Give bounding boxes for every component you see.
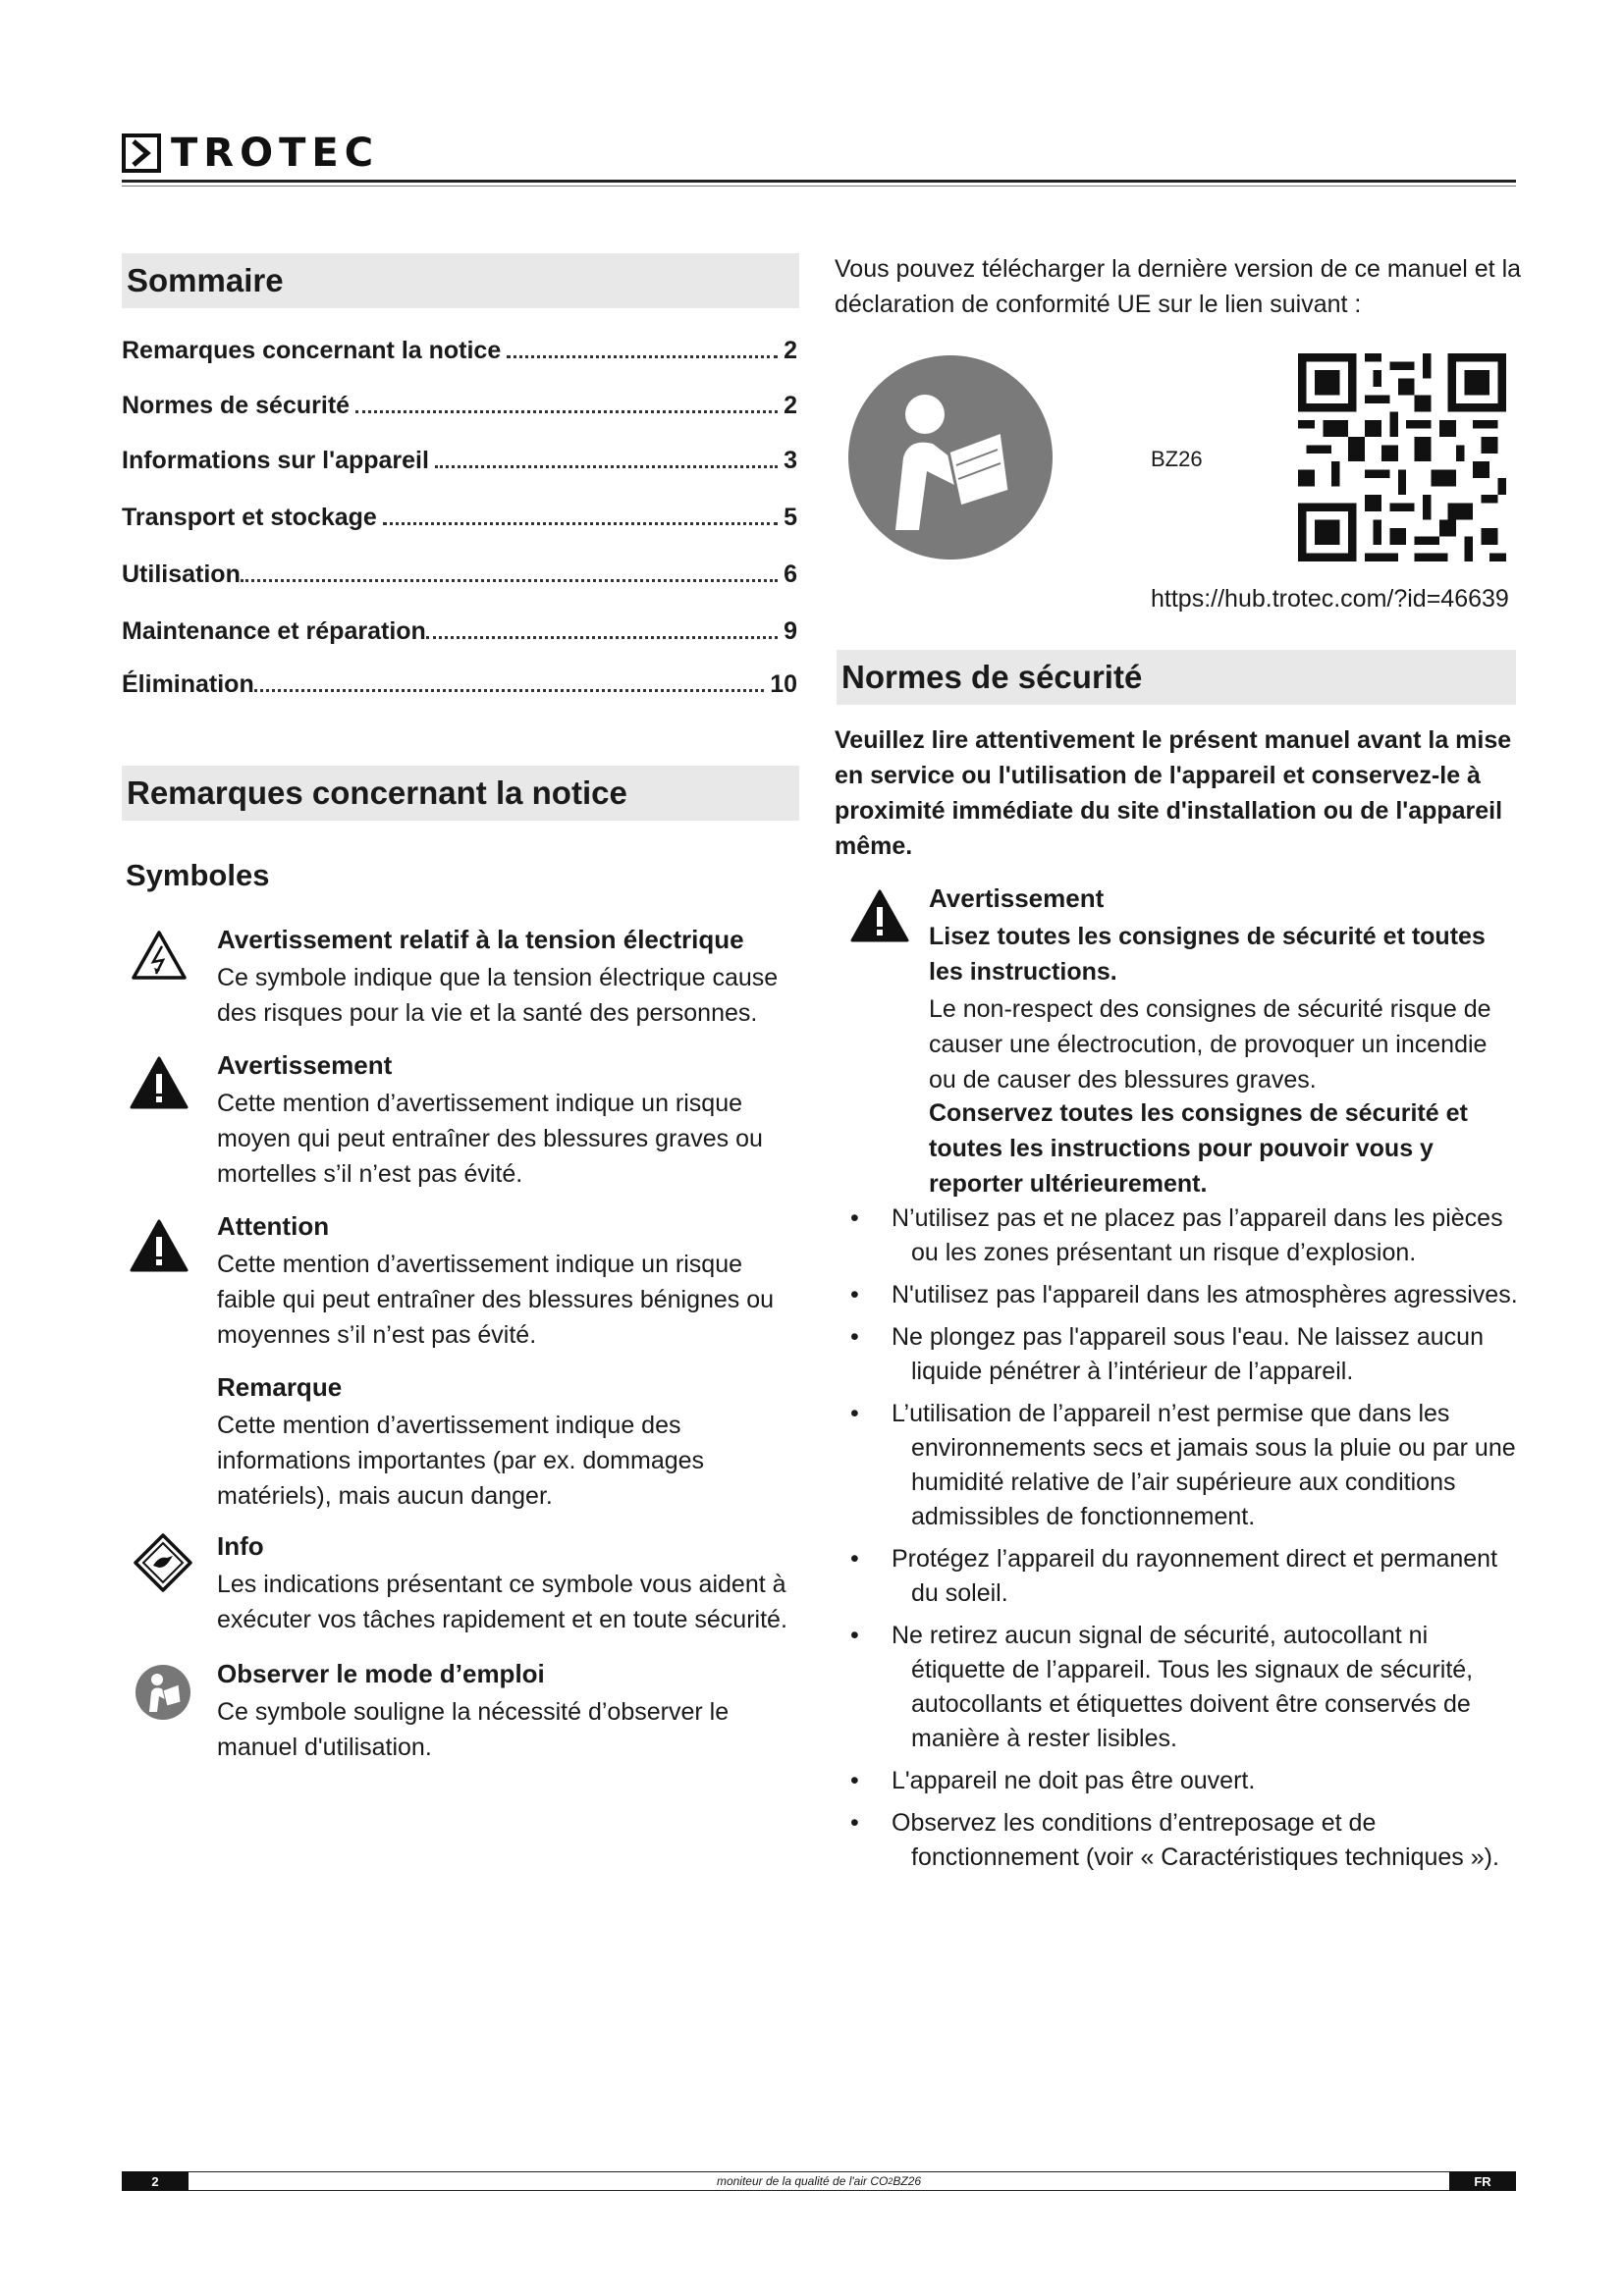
page-number: 2 [122, 2171, 189, 2191]
brand-logo [122, 132, 379, 175]
safety-warning-keep: Conservez toutes les consignes de sécurité et toutes les instructions pour pouvoir vous y reporter ultérieurement. [929, 1099, 1468, 1198]
header-rule-thin [122, 186, 1516, 187]
toc-item[interactable]: Normes de sécurité 2 [122, 392, 797, 419]
electric-warning-icon [130, 927, 189, 990]
symbol-description: Cette mention d’avertissement indique des informations importantes (par ex. dommages matériels), mais aucun danger. [217, 1412, 705, 1510]
read-manual-icon [134, 1663, 192, 1727]
read-manual-large-icon [846, 353, 1055, 566]
qr-code[interactable] [1298, 353, 1506, 566]
list-item: • N’utilisez pas et ne placez pas l’appareil dans les pièces ou les zones présentant un risque d’explosion. [850, 1204, 1503, 1266]
brand-name: TROTEC [171, 131, 380, 176]
symbol-title: Attention [217, 1211, 330, 1241]
toc-item[interactable]: Élimination 10 [122, 670, 797, 698]
symbol-title: Avertissement [217, 1050, 393, 1080]
list-item: • Ne plongez pas l'appareil sous l'eau. Ne laissez aucun liquide pénétrer à l’intérieur de l’appareil. [850, 1323, 1484, 1385]
symbol-description: Ce symbole indique que la tension électrique cause des risques pour la vie et la santé des personnes. [217, 964, 779, 1027]
safety-warning-read: Lisez toutes les consignes de sécurité et toutes les instructions. [929, 923, 1486, 986]
symbols-title: Symboles [126, 858, 270, 892]
safety-intro: Veuillez lire attentivement le présent manuel avant la mise en service ou l'utilisation de l'appareil et conservez-le à proximité immédiate du site d'installation ou de l'appareil même. [835, 726, 1512, 860]
list-item: • L'appareil ne doit pas être ouvert. [850, 1767, 1256, 1794]
download-text: Vous pouvez télécharger la dernière version de ce manuel et la déclaration de conformité UE sur le lien suivant : [835, 255, 1522, 318]
info-icon [134, 1533, 192, 1597]
list-item: • Observez les conditions d’entreposage et de fonctionnement (voir « Caractéristiques techniques »). [850, 1809, 1499, 1871]
notice-section-title: Remarques concernant la notice [122, 766, 799, 821]
list-item: • L’utilisation de l’appareil n’est permise que dans les environnements secs et jamais sous la pluie ou par une humidité relative de l’air supérieure aux conditions admissibles de fonctionnement. [850, 1400, 1516, 1530]
download-url-link[interactable]: https://hub.trotec.com/?id=46639 [1151, 585, 1509, 613]
symbol-title: Info [217, 1531, 264, 1561]
toc-item[interactable]: Informations sur l'appareil 3 [122, 447, 797, 474]
symbol-description: Ce symbole souligne la nécessité d’observer le manuel d'utilisation. [217, 1698, 730, 1761]
warning-icon [850, 887, 909, 951]
model-label: BZ26 [1151, 447, 1203, 471]
caution-icon [130, 1217, 189, 1281]
safety-section-title: Normes de sécurité [837, 650, 1516, 705]
symbol-description: Les indications présentant ce symbole vous aident à exécuter vos tâches rapidement et en toute sécurité. [217, 1571, 787, 1633]
safety-bullet-list [846, 1201, 1524, 1883]
warning-icon [130, 1054, 189, 1118]
symbol-title: Remarque [217, 1372, 343, 1402]
header-rule [122, 180, 1516, 183]
symbol-description: Cette mention d’avertissement indique un risque faible qui peut entraîner des blessures bénignes ou moyennes s’il n’est pas évité. [217, 1251, 775, 1349]
toc-item[interactable]: Maintenance et réparation 9 [122, 617, 797, 645]
symbol-description: Cette mention d’avertissement indique un risque moyen qui peut entraîner des blessures graves ou mortelles s’il n’est pas évité. [217, 1090, 763, 1188]
trotec-logo-icon [122, 133, 161, 173]
footer-document-title: moniteur de la qualité de l'air CO 2 BZ26 [716, 2174, 922, 2188]
language-code: FR [1449, 2171, 1516, 2191]
symbol-title: Observer le mode d’emploi [217, 1659, 545, 1688]
list-item: • Protégez l’appareil du rayonnement direct et permanent du soleil. [850, 1545, 1498, 1607]
safety-warning-text: Le non-respect des consignes de sécurité risque de causer une électrocution, de provoquer un incendie ou de causer des blessures graves. [929, 995, 1491, 1094]
toc-title: Sommaire [122, 253, 799, 308]
symbol-title: Avertissement relatif à la tension électrique [217, 925, 744, 954]
safety-warning-title: Avertissement [929, 883, 1105, 913]
list-item: • N'utilisez pas l'appareil dans les atmosphères agressives. [850, 1281, 1518, 1308]
toc-item[interactable]: Remarques concernant la notice 2 [122, 337, 797, 364]
toc-item[interactable]: Transport et stockage 5 [122, 504, 797, 531]
list-item: • Ne retirez aucun signal de sécurité, autocollant ni étiquette de l’appareil. Tous les signaux de sécurité, autocollants et étiquettes doivent être conservés de manière à rester lisibles. [850, 1622, 1474, 1752]
toc-item[interactable]: Utilisation 6 [122, 561, 797, 588]
